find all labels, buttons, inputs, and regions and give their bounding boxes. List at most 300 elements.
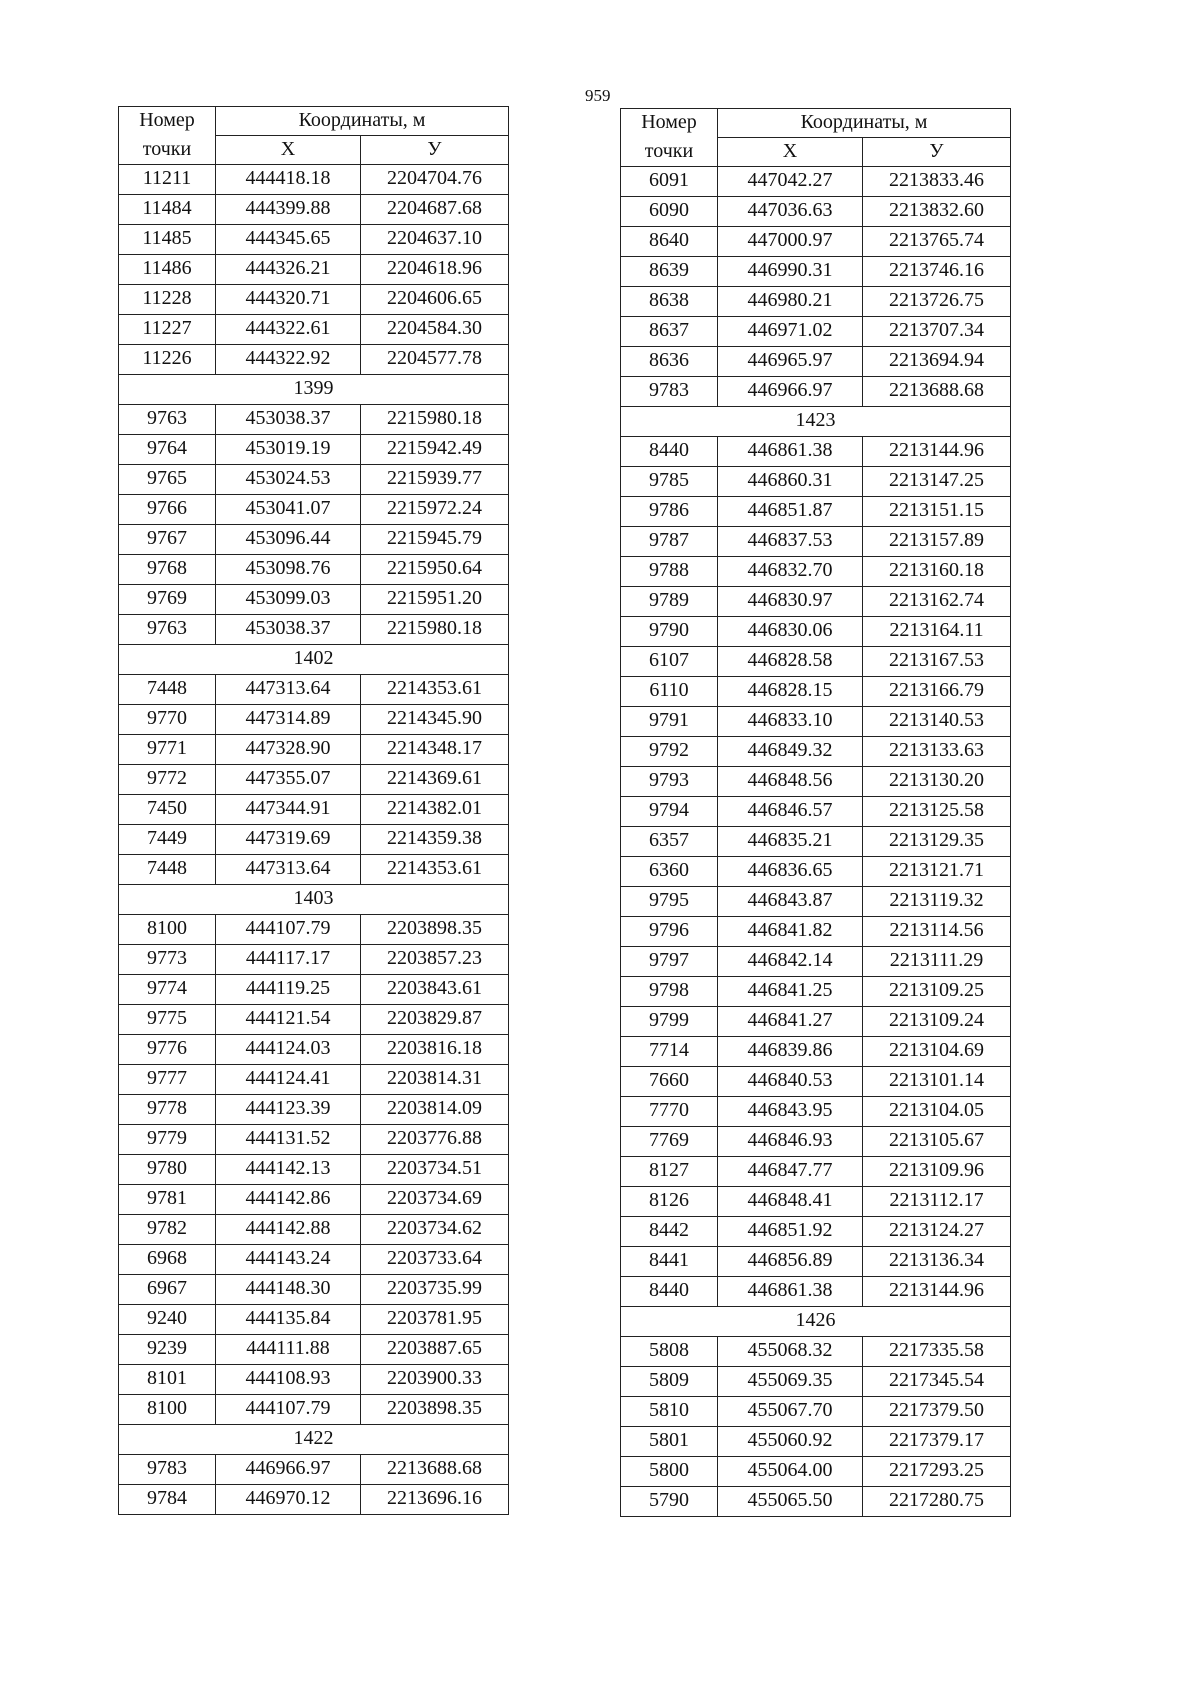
point-number-cell: 9768 bbox=[119, 555, 216, 585]
point-number-cell: 6968 bbox=[119, 1245, 216, 1275]
table-row bbox=[621, 677, 1011, 707]
point-number-cell: 9779 bbox=[119, 1125, 216, 1155]
x-coordinate-cell: 446980.21 bbox=[718, 287, 863, 317]
x-coordinate-cell: 444117.17 bbox=[216, 945, 361, 975]
point-number-cell: 9787 bbox=[621, 527, 718, 557]
x-coordinate-cell: 447344.91 bbox=[216, 795, 361, 825]
point-number-cell: 8126 bbox=[621, 1187, 718, 1217]
table-row bbox=[119, 975, 509, 1005]
x-coordinate-cell: 444322.92 bbox=[216, 345, 361, 375]
point-number-cell: 8127 bbox=[621, 1157, 718, 1187]
x-coordinate-cell: 444148.30 bbox=[216, 1275, 361, 1305]
table-row bbox=[119, 165, 509, 195]
table-row bbox=[621, 1157, 1011, 1187]
x-coordinate-cell: 446833.10 bbox=[718, 707, 863, 737]
table-row bbox=[621, 527, 1011, 557]
table-row bbox=[119, 825, 509, 855]
x-coordinate-cell: 447314.89 bbox=[216, 705, 361, 735]
x-coordinate-cell: 444345.65 bbox=[216, 225, 361, 255]
point-number-cell: 8639 bbox=[621, 257, 718, 287]
y-coordinate-cell: 2213130.20 bbox=[863, 767, 1011, 797]
y-coordinate-cell: 2214382.01 bbox=[361, 795, 509, 825]
x-coordinate-cell: 444131.52 bbox=[216, 1125, 361, 1155]
y-coordinate-cell: 2215945.79 bbox=[361, 525, 509, 555]
y-coordinate-cell: 2213832.60 bbox=[863, 197, 1011, 227]
table-row bbox=[119, 525, 509, 555]
table-row bbox=[119, 1455, 509, 1485]
x-coordinate-cell: 446990.31 bbox=[718, 257, 863, 287]
table-row bbox=[621, 587, 1011, 617]
table-row bbox=[621, 317, 1011, 347]
point-number-cell: 9239 bbox=[119, 1335, 216, 1365]
point-number-header-cont bbox=[119, 136, 216, 165]
table-row bbox=[621, 707, 1011, 737]
y-coordinate-cell: 2213101.14 bbox=[863, 1067, 1011, 1097]
table-row bbox=[621, 797, 1011, 827]
x-coordinate-cell: 453038.37 bbox=[216, 615, 361, 645]
coordinates-header: Координаты, м bbox=[216, 107, 509, 136]
table-row bbox=[621, 917, 1011, 947]
section-row bbox=[621, 407, 1011, 437]
table-row bbox=[621, 887, 1011, 917]
point-number-cell: 9794 bbox=[621, 797, 718, 827]
y-coordinate-cell: 2213164.11 bbox=[863, 617, 1011, 647]
point-number-cell: 11211 bbox=[119, 165, 216, 195]
x-coordinate-cell: 444121.54 bbox=[216, 1005, 361, 1035]
x-coordinate-cell: 446970.12 bbox=[216, 1485, 361, 1515]
x-coordinate-cell: 453098.76 bbox=[216, 555, 361, 585]
y-coordinate-cell: 2213144.96 bbox=[863, 437, 1011, 467]
table-row bbox=[119, 1275, 509, 1305]
y-coordinate-cell: 2217345.54 bbox=[863, 1367, 1011, 1397]
table-row bbox=[119, 285, 509, 315]
table-row bbox=[119, 195, 509, 225]
y-coordinate-cell: 2214353.61 bbox=[361, 675, 509, 705]
y-coordinate-cell: 2213696.16 bbox=[361, 1485, 509, 1515]
x-coordinate-cell: 444326.21 bbox=[216, 255, 361, 285]
point-number-cell: 7714 bbox=[621, 1037, 718, 1067]
point-number-cell: 9781 bbox=[119, 1185, 216, 1215]
x-coordinate-cell: 447355.07 bbox=[216, 765, 361, 795]
section-label: 1403 bbox=[119, 885, 509, 915]
x-coordinate-cell: 446856.89 bbox=[718, 1247, 863, 1277]
table-row bbox=[621, 827, 1011, 857]
point-number-cell: 9790 bbox=[621, 617, 718, 647]
point-number-cell: 8638 bbox=[621, 287, 718, 317]
table-row bbox=[621, 347, 1011, 377]
y-coordinate-cell: 2214369.61 bbox=[361, 765, 509, 795]
point-number-cell: 8441 bbox=[621, 1247, 718, 1277]
x-coordinate-cell: 444320.71 bbox=[216, 285, 361, 315]
point-number-cell: 6357 bbox=[621, 827, 718, 857]
point-number-cell: 9776 bbox=[119, 1035, 216, 1065]
point-number-cell: 9780 bbox=[119, 1155, 216, 1185]
y-coordinate-cell: 2213144.96 bbox=[863, 1277, 1011, 1307]
table-row bbox=[621, 1277, 1011, 1307]
table-row bbox=[621, 287, 1011, 317]
y-coordinate-cell: 2213694.94 bbox=[863, 347, 1011, 377]
y-coordinate-cell: 2214353.61 bbox=[361, 855, 509, 885]
point-number-cell: 8640 bbox=[621, 227, 718, 257]
x-coordinate-cell: 446842.14 bbox=[718, 947, 863, 977]
point-number-cell: 5790 bbox=[621, 1487, 718, 1517]
point-number-cell: 9775 bbox=[119, 1005, 216, 1035]
section-row bbox=[119, 375, 509, 405]
section-label: 1423 bbox=[621, 407, 1011, 437]
y-coordinate-cell: 2217280.75 bbox=[863, 1487, 1011, 1517]
table-row bbox=[119, 795, 509, 825]
point-number-cell: 9240 bbox=[119, 1305, 216, 1335]
y-coordinate-cell: 2203814.09 bbox=[361, 1095, 509, 1125]
x-coordinate-cell: 455060.92 bbox=[718, 1427, 863, 1457]
table-row bbox=[621, 1037, 1011, 1067]
table-row bbox=[119, 1365, 509, 1395]
table-row bbox=[621, 1427, 1011, 1457]
point-number-cell: 9772 bbox=[119, 765, 216, 795]
y-coordinate-cell: 2213765.74 bbox=[863, 227, 1011, 257]
table-row bbox=[119, 1335, 509, 1365]
x-coordinate-cell: 447328.90 bbox=[216, 735, 361, 765]
table-row bbox=[119, 1245, 509, 1275]
x-coordinate-cell: 455067.70 bbox=[718, 1397, 863, 1427]
x-coordinate-cell: 444322.61 bbox=[216, 315, 361, 345]
x-coordinate-cell: 446861.38 bbox=[718, 1277, 863, 1307]
x-coordinate-cell: 446965.97 bbox=[718, 347, 863, 377]
y-coordinate-cell: 2203829.87 bbox=[361, 1005, 509, 1035]
x-coordinate-cell: 446841.27 bbox=[718, 1007, 863, 1037]
point-number-cell: 11484 bbox=[119, 195, 216, 225]
x-coordinate-cell: 446846.57 bbox=[718, 797, 863, 827]
y-coordinate-cell: 2215972.24 bbox=[361, 495, 509, 525]
y-coordinate-cell: 2213109.96 bbox=[863, 1157, 1011, 1187]
x-coordinate-cell: 446846.93 bbox=[718, 1127, 863, 1157]
point-number-cell: 8101 bbox=[119, 1365, 216, 1395]
point-number-cell: 9797 bbox=[621, 947, 718, 977]
point-number-cell: 9783 bbox=[119, 1455, 216, 1485]
table-row bbox=[119, 255, 509, 285]
x-coordinate-cell: 446861.38 bbox=[718, 437, 863, 467]
y-coordinate-cell: 2203733.64 bbox=[361, 1245, 509, 1275]
y-coordinate-cell: 2213151.15 bbox=[863, 497, 1011, 527]
x-coordinate-cell: 455068.32 bbox=[718, 1337, 863, 1367]
y-coordinate-cell: 2203816.18 bbox=[361, 1035, 509, 1065]
point-number-cell: 9793 bbox=[621, 767, 718, 797]
x-column-header: X bbox=[216, 136, 361, 165]
table-row bbox=[621, 1097, 1011, 1127]
table-row bbox=[119, 345, 509, 375]
x-coordinate-cell: 453096.44 bbox=[216, 525, 361, 555]
y-coordinate-cell: 2213140.53 bbox=[863, 707, 1011, 737]
point-number-cell: 9766 bbox=[119, 495, 216, 525]
table-row bbox=[621, 227, 1011, 257]
x-coordinate-cell: 444135.84 bbox=[216, 1305, 361, 1335]
table-row bbox=[621, 857, 1011, 887]
y-coordinate-cell: 2204606.65 bbox=[361, 285, 509, 315]
y-coordinate-cell: 2203781.95 bbox=[361, 1305, 509, 1335]
table-row bbox=[119, 435, 509, 465]
coordinates-table-right bbox=[620, 108, 1011, 1517]
y-coordinate-cell: 2214359.38 bbox=[361, 825, 509, 855]
y-coordinate-cell: 2204584.30 bbox=[361, 315, 509, 345]
table-row bbox=[119, 1395, 509, 1425]
x-coordinate-cell: 453041.07 bbox=[216, 495, 361, 525]
point-number-cell: 9783 bbox=[621, 377, 718, 407]
y-coordinate-cell: 2213688.68 bbox=[863, 377, 1011, 407]
table-row bbox=[119, 1155, 509, 1185]
point-number-header-line1: Номер bbox=[139, 109, 195, 131]
point-number-cell: 8440 bbox=[621, 437, 718, 467]
point-number-cell: 5800 bbox=[621, 1457, 718, 1487]
x-coordinate-cell: 447319.69 bbox=[216, 825, 361, 855]
table-row bbox=[621, 647, 1011, 677]
point-number-header-cont bbox=[621, 138, 718, 167]
point-number-cell: 9791 bbox=[621, 707, 718, 737]
point-number-cell: 8100 bbox=[119, 915, 216, 945]
x-coordinate-cell: 447042.27 bbox=[718, 167, 863, 197]
table-row bbox=[119, 225, 509, 255]
point-number-cell: 9784 bbox=[119, 1485, 216, 1515]
y-coordinate-cell: 2213114.56 bbox=[863, 917, 1011, 947]
y-coordinate-cell: 2217379.50 bbox=[863, 1397, 1011, 1427]
y-coordinate-cell: 2213136.34 bbox=[863, 1247, 1011, 1277]
x-coordinate-cell: 446841.82 bbox=[718, 917, 863, 947]
y-coordinate-cell: 2213133.63 bbox=[863, 737, 1011, 767]
y-coordinate-cell: 2213160.18 bbox=[863, 557, 1011, 587]
x-coordinate-cell: 446830.06 bbox=[718, 617, 863, 647]
table-row bbox=[621, 257, 1011, 287]
x-coordinate-cell: 446839.86 bbox=[718, 1037, 863, 1067]
point-number-cell: 9786 bbox=[621, 497, 718, 527]
table-row bbox=[621, 467, 1011, 497]
table-row bbox=[119, 1065, 509, 1095]
point-number-cell: 8636 bbox=[621, 347, 718, 377]
point-number-cell: 7449 bbox=[119, 825, 216, 855]
section-row bbox=[119, 1425, 509, 1455]
y-coordinate-cell: 2213707.34 bbox=[863, 317, 1011, 347]
point-number-cell: 8637 bbox=[621, 317, 718, 347]
table-row bbox=[119, 585, 509, 615]
y-coordinate-cell: 2215942.49 bbox=[361, 435, 509, 465]
x-coordinate-cell: 446966.97 bbox=[718, 377, 863, 407]
x-coordinate-cell: 446828.15 bbox=[718, 677, 863, 707]
table-row bbox=[621, 1217, 1011, 1247]
x-coordinate-cell: 453038.37 bbox=[216, 405, 361, 435]
y-coordinate-cell: 2213166.79 bbox=[863, 677, 1011, 707]
table-row bbox=[621, 1457, 1011, 1487]
y-coordinate-cell: 2213157.89 bbox=[863, 527, 1011, 557]
point-number-cell: 9796 bbox=[621, 917, 718, 947]
x-coordinate-cell: 444108.93 bbox=[216, 1365, 361, 1395]
table-row bbox=[621, 167, 1011, 197]
table-row bbox=[119, 915, 509, 945]
table-row bbox=[621, 497, 1011, 527]
section-label: 1422 bbox=[119, 1425, 509, 1455]
table-row bbox=[119, 765, 509, 795]
x-coordinate-cell: 446860.31 bbox=[718, 467, 863, 497]
x-coordinate-cell: 444143.24 bbox=[216, 1245, 361, 1275]
point-number-cell: 9785 bbox=[621, 467, 718, 497]
point-number-header-line2: точки bbox=[142, 137, 192, 160]
y-coordinate-cell: 2213112.17 bbox=[863, 1187, 1011, 1217]
point-number-cell: 6110 bbox=[621, 677, 718, 707]
table-row bbox=[621, 557, 1011, 587]
point-number-cell: 9795 bbox=[621, 887, 718, 917]
x-coordinate-cell: 446828.58 bbox=[718, 647, 863, 677]
x-coordinate-cell: 446848.41 bbox=[718, 1187, 863, 1217]
table-row bbox=[119, 315, 509, 345]
point-number-cell: 9788 bbox=[621, 557, 718, 587]
section-label: 1402 bbox=[119, 645, 509, 675]
table-row bbox=[119, 675, 509, 705]
point-number-header bbox=[621, 109, 718, 138]
y-coordinate-cell: 2213125.58 bbox=[863, 797, 1011, 827]
point-number-cell: 9799 bbox=[621, 1007, 718, 1037]
y-coordinate-cell: 2215980.18 bbox=[361, 615, 509, 645]
y-coordinate-cell: 2213121.71 bbox=[863, 857, 1011, 887]
y-coordinate-cell: 2213746.16 bbox=[863, 257, 1011, 287]
y-coordinate-cell: 2203734.62 bbox=[361, 1215, 509, 1245]
coordinates-header: Координаты, м bbox=[718, 109, 1011, 138]
point-number-cell: 9764 bbox=[119, 435, 216, 465]
x-coordinate-cell: 444124.41 bbox=[216, 1065, 361, 1095]
x-coordinate-cell: 446847.77 bbox=[718, 1157, 863, 1187]
section-label: 1426 bbox=[621, 1307, 1011, 1337]
y-coordinate-cell: 2204577.78 bbox=[361, 345, 509, 375]
x-coordinate-cell: 447313.64 bbox=[216, 675, 361, 705]
table-row bbox=[119, 735, 509, 765]
y-coordinate-cell: 2204704.76 bbox=[361, 165, 509, 195]
point-number-cell: 7448 bbox=[119, 675, 216, 705]
point-number-cell: 6090 bbox=[621, 197, 718, 227]
coordinates-table-left bbox=[118, 106, 509, 1515]
point-number-cell: 6107 bbox=[621, 647, 718, 677]
y-coordinate-cell: 2203898.35 bbox=[361, 915, 509, 945]
x-coordinate-cell: 447036.63 bbox=[718, 197, 863, 227]
x-coordinate-cell: 446835.21 bbox=[718, 827, 863, 857]
point-number-cell: 9769 bbox=[119, 585, 216, 615]
x-coordinate-cell: 453099.03 bbox=[216, 585, 361, 615]
table-row bbox=[621, 977, 1011, 1007]
table-row bbox=[621, 1067, 1011, 1097]
point-number-header-line1: Номер bbox=[641, 111, 697, 133]
point-number-cell: 6967 bbox=[119, 1275, 216, 1305]
x-coordinate-cell: 446840.53 bbox=[718, 1067, 863, 1097]
table-row bbox=[621, 1187, 1011, 1217]
x-coordinate-cell: 447000.97 bbox=[718, 227, 863, 257]
x-coordinate-cell: 444107.79 bbox=[216, 915, 361, 945]
y-coordinate-cell: 2203734.51 bbox=[361, 1155, 509, 1185]
point-number-cell: 7448 bbox=[119, 855, 216, 885]
point-number-cell: 9782 bbox=[119, 1215, 216, 1245]
section-label: 1399 bbox=[119, 375, 509, 405]
table-row bbox=[621, 1487, 1011, 1517]
point-number-cell: 7769 bbox=[621, 1127, 718, 1157]
x-coordinate-cell: 446832.70 bbox=[718, 557, 863, 587]
y-coordinate-cell: 2215980.18 bbox=[361, 405, 509, 435]
x-coordinate-cell: 446836.65 bbox=[718, 857, 863, 887]
point-number-cell: 9770 bbox=[119, 705, 216, 735]
y-column-header: У bbox=[361, 136, 509, 165]
point-number-cell: 9792 bbox=[621, 737, 718, 767]
point-number-cell: 9771 bbox=[119, 735, 216, 765]
point-number-header bbox=[119, 107, 216, 136]
table-row bbox=[119, 1185, 509, 1215]
x-coordinate-cell: 446837.53 bbox=[718, 527, 863, 557]
y-coordinate-cell: 2215939.77 bbox=[361, 465, 509, 495]
point-number-cell: 11226 bbox=[119, 345, 216, 375]
table-row bbox=[621, 1247, 1011, 1277]
x-coordinate-cell: 446848.56 bbox=[718, 767, 863, 797]
x-coordinate-cell: 446843.87 bbox=[718, 887, 863, 917]
table-row bbox=[119, 1095, 509, 1125]
point-number-cell: 11228 bbox=[119, 285, 216, 315]
point-number-cell: 6360 bbox=[621, 857, 718, 887]
point-number-cell: 9773 bbox=[119, 945, 216, 975]
x-coordinate-cell: 446851.87 bbox=[718, 497, 863, 527]
section-row bbox=[621, 1307, 1011, 1337]
section-row bbox=[119, 885, 509, 915]
point-number-cell: 7660 bbox=[621, 1067, 718, 1097]
table-row bbox=[621, 1007, 1011, 1037]
x-coordinate-cell: 446843.95 bbox=[718, 1097, 863, 1127]
x-coordinate-cell: 444119.25 bbox=[216, 975, 361, 1005]
table-row bbox=[119, 465, 509, 495]
table-row bbox=[119, 405, 509, 435]
y-coordinate-cell: 2213129.35 bbox=[863, 827, 1011, 857]
point-number-cell: 5808 bbox=[621, 1337, 718, 1367]
table-row bbox=[621, 377, 1011, 407]
point-number-cell: 9767 bbox=[119, 525, 216, 555]
y-coordinate-cell: 2215951.20 bbox=[361, 585, 509, 615]
table-row bbox=[621, 1367, 1011, 1397]
table-row bbox=[119, 945, 509, 975]
y-coordinate-cell: 2213119.32 bbox=[863, 887, 1011, 917]
point-number-cell: 9774 bbox=[119, 975, 216, 1005]
point-number-cell: 5801 bbox=[621, 1427, 718, 1457]
point-number-cell: 5810 bbox=[621, 1397, 718, 1427]
point-number-cell: 5809 bbox=[621, 1367, 718, 1397]
x-coordinate-cell: 446849.32 bbox=[718, 737, 863, 767]
x-coordinate-cell: 446851.92 bbox=[718, 1217, 863, 1247]
y-coordinate-cell: 2213147.25 bbox=[863, 467, 1011, 497]
y-coordinate-cell: 2203857.23 bbox=[361, 945, 509, 975]
table-row bbox=[119, 495, 509, 525]
y-coordinate-cell: 2203898.35 bbox=[361, 1395, 509, 1425]
point-number-cell: 11227 bbox=[119, 315, 216, 345]
table-row bbox=[119, 855, 509, 885]
point-number-cell: 9789 bbox=[621, 587, 718, 617]
y-coordinate-cell: 2214345.90 bbox=[361, 705, 509, 735]
y-coordinate-cell: 2215950.64 bbox=[361, 555, 509, 585]
point-number-cell: 7450 bbox=[119, 795, 216, 825]
y-coordinate-cell: 2214348.17 bbox=[361, 735, 509, 765]
point-number-cell: 7770 bbox=[621, 1097, 718, 1127]
y-coordinate-cell: 2217293.25 bbox=[863, 1457, 1011, 1487]
table-row bbox=[621, 1397, 1011, 1427]
table-row bbox=[621, 767, 1011, 797]
y-coordinate-cell: 2213104.69 bbox=[863, 1037, 1011, 1067]
point-number-cell: 9763 bbox=[119, 405, 216, 435]
x-coordinate-cell: 447313.64 bbox=[216, 855, 361, 885]
y-coordinate-cell: 2213167.53 bbox=[863, 647, 1011, 677]
y-coordinate-cell: 2213105.67 bbox=[863, 1127, 1011, 1157]
point-number-cell: 8442 bbox=[621, 1217, 718, 1247]
y-coordinate-cell: 2213109.24 bbox=[863, 1007, 1011, 1037]
x-coordinate-cell: 446971.02 bbox=[718, 317, 863, 347]
y-coordinate-cell: 2217335.58 bbox=[863, 1337, 1011, 1367]
x-coordinate-cell: 455065.50 bbox=[718, 1487, 863, 1517]
x-coordinate-cell: 444399.88 bbox=[216, 195, 361, 225]
